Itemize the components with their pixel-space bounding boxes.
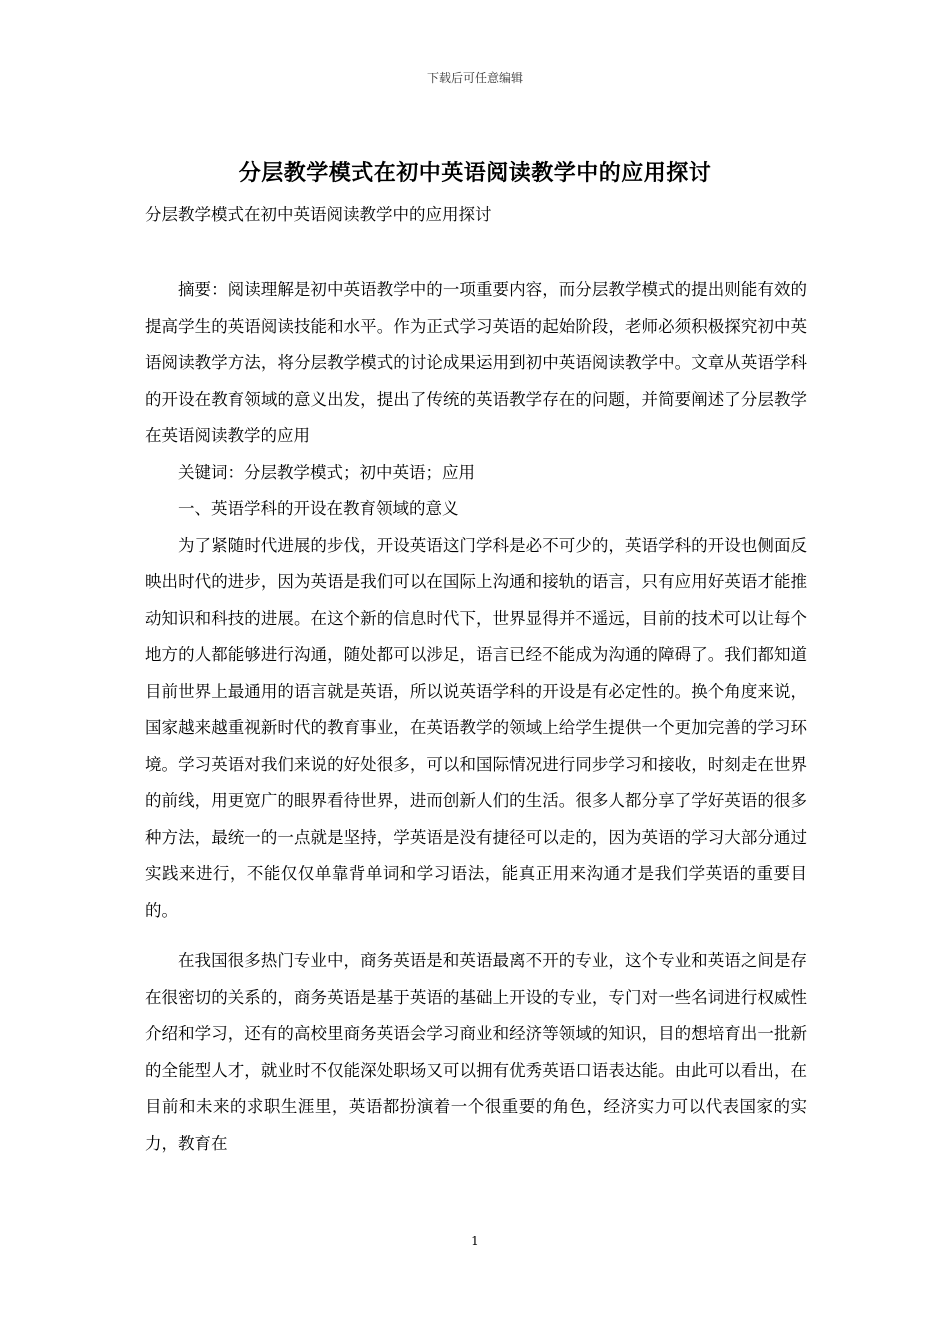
body-paragraph: 为了紧随时代进展的步伐，开设英语这门学科是必不可少的，英语学科的开设也侧面反映出时代的进步，因为英语是我们可以在国际上沟通和接轨的语言，只有应用好英语才能推动知识和科技的进展。在这个新的信息时代下，世界显得并不遥远，目前的技术可以让每个地方的人都能够进行沟通，随处都可以涉足，语言已经不能成为沟通的障碍了。我们都知道目前世界上最通用的语言就是英语，所以说英语学科的开设是有必定性的。换个角度来说，国家越来越重视新时代的教育事业，在英语教学的领域上给学生提供一个更加完善的学习环境。学习英语对我们来说的好处很多，可以和国际情况进行同步学习和接收，时刻走在世界的前线，用更宽广的眼界看待世界，进而创新人们的生活。很多人都分享了学好英语的很多种方法，最统一的一点就是坚持，学英语是没有捷径可以走的，因为英语的学习大部分通过实践来进行，不能仅仅单靠背单词和学习语法，能真正用来沟通才是我们学英语的重要目的。 [145,535,807,920]
document-body [145,272,807,1162]
page-number: 1 [471,1234,479,1248]
section-heading: 一、英语学科的开设在教育领域的意义 [178,499,459,518]
abstract-paragraph: 摘要：阅读理解是初中英语教学中的一项重要内容，而分层教学模式的提出则能有效的提高学生的英语阅读技能和水平。作为正式学习英语的起始阶段，老师必须积极探究初中英语阅读教学方法，将分层教学模式的讨论成果运用到初中英语阅读教学中。文章从英语学科的开设在教育领域的意义出发，提出了传统的英语教学存在的问题，并简要阐述了分层教学在英语阅读教学的应用 [145,280,807,445]
header-note: 下载后可任意编辑 [426,71,523,85]
body-paragraph: 在我国很多热门专业中，商务英语是和英语最离不开的专业，这个专业和英语之间是存在很密切的关系的，商务英语是基于英语的基础上开设的专业，专门对一些名词进行权威性介绍和学习，还有的高校里商务英语会学习商业和经济等领域的知识，目的想培育出一批新的全能型人才，就业时不仅能深处职场又可以拥有优秀英语口语表达能。由此可以看出，在目前和未来的求职生涯里，英语都扮演着一个很重要的角色，经济实力可以代表国家的实力，教育在 [145,951,807,1153]
document-subtitle: 分层教学模式在初中英语阅读教学中的应用探讨 [145,205,492,224]
keywords-line: 关键词：分层教学模式；初中英语；应用 [178,462,475,482]
document-title: 分层教学模式在初中英语阅读教学中的应用探讨 [238,160,712,186]
